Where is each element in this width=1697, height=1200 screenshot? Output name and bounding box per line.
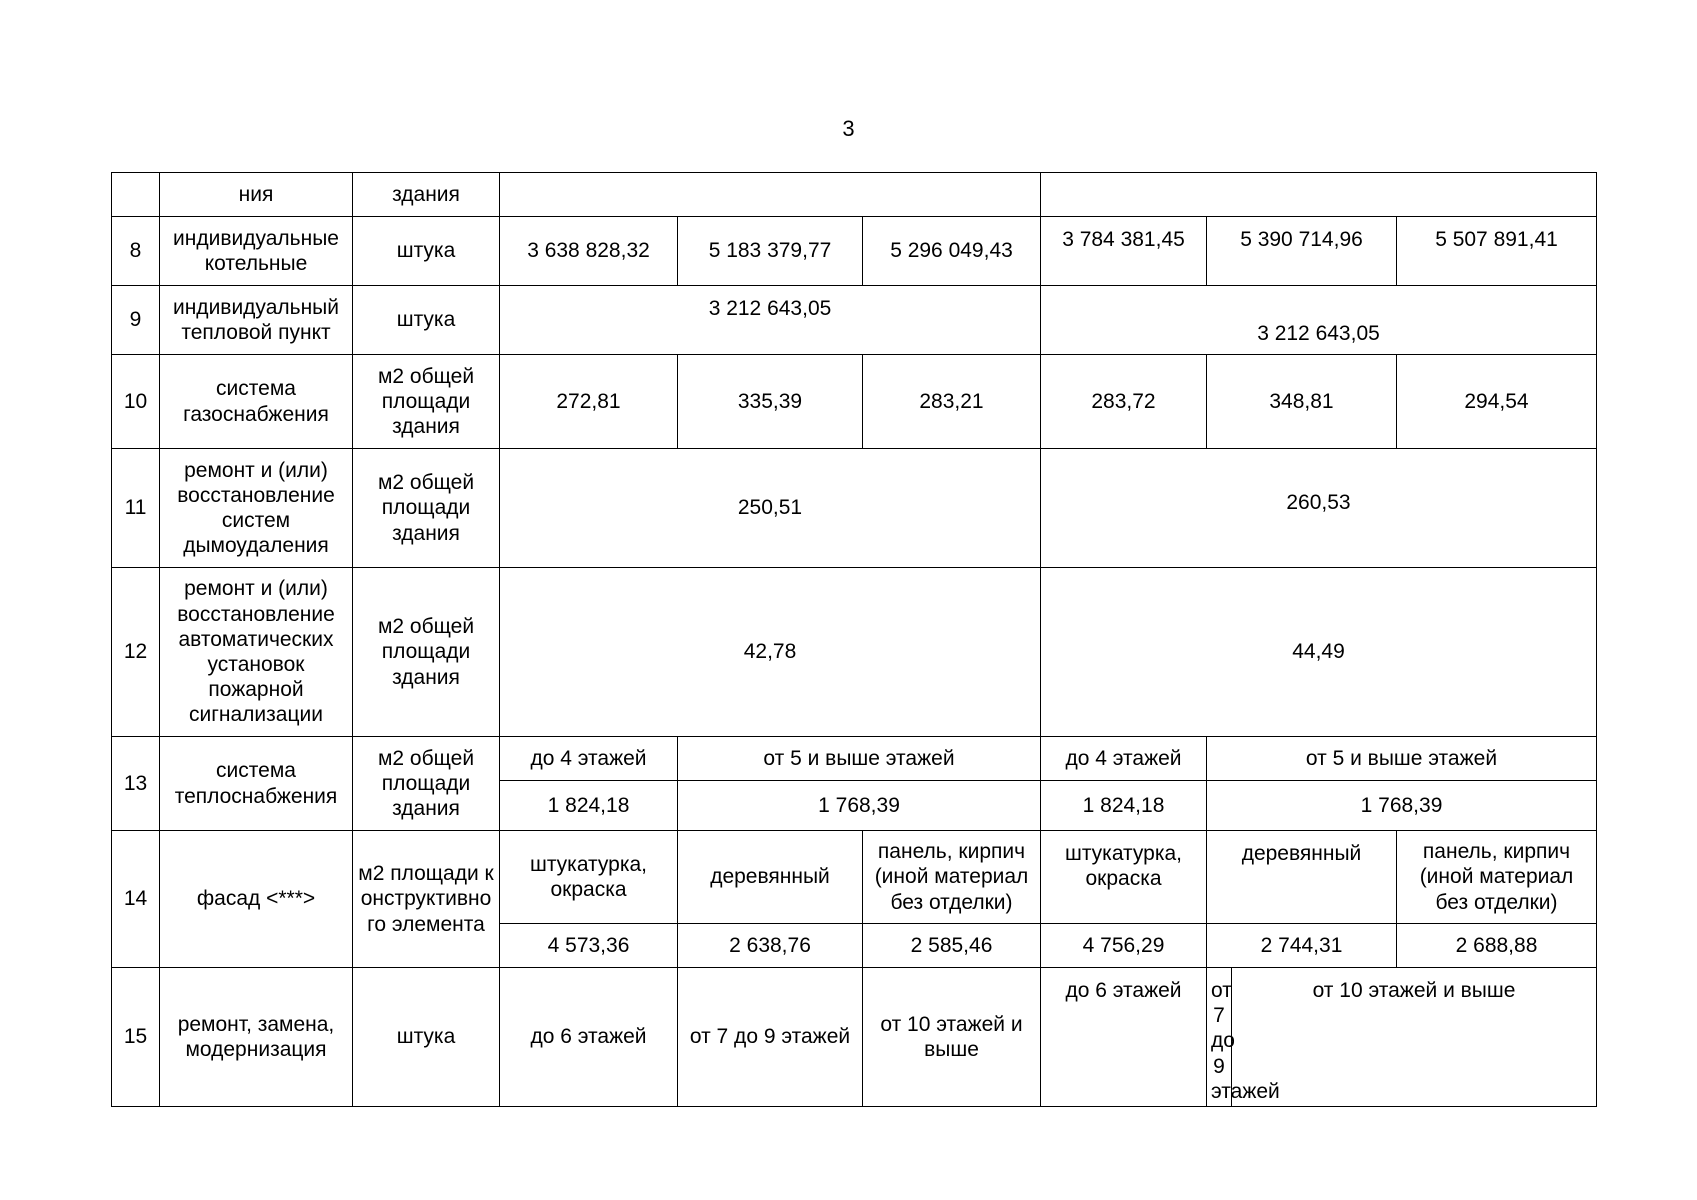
cell-value: до 6 этажей [1041,968,1207,1107]
cell-value: 4 573,36 [500,924,678,968]
cell-value: 2 744,31 [1207,924,1397,968]
cell-num: 11 [112,449,160,568]
cell-subheader: от 5 и выше этажей [1207,737,1597,781]
cell-name: индивидуальные котельные [160,217,353,286]
cell-subheader: штукатурка, окраска [500,831,678,924]
cell-unit: штука [353,286,500,355]
cell-name: ремонт и (или) восстановление систем дымоудаления [160,449,353,568]
cell-group-2 [1041,173,1597,217]
cell-num: 8 [112,217,160,286]
cell-value: от 10 этажей и выше [1232,968,1597,1107]
cell-value: 1 824,18 [1041,781,1207,831]
cell-group-1 [500,173,1041,217]
cell-subheader: панель, кирпич (иной материал без отделки) [1397,831,1597,924]
cell-value: 294,54 [1397,355,1597,449]
cell-subheader: деревянный [1207,831,1397,924]
cell-value: 335,39 [678,355,863,449]
cell-name: индивидуальный тепловой пункт [160,286,353,355]
table-row-13 [112,737,1597,781]
cell-num: 9 [112,286,160,355]
cell-value: до 6 этажей [500,968,678,1107]
table-row-15 [112,968,1597,1107]
cell-value: 272,81 [500,355,678,449]
cell-value: 283,72 [1041,355,1207,449]
cell-name: ремонт, замена, модернизация [160,968,353,1107]
cell-unit: штука [353,217,500,286]
cell-unit: м2 общей площади здания [353,449,500,568]
cell-value: 5 296 049,43 [863,217,1041,286]
cell-value: 3 784 381,45 [1041,217,1207,286]
table-row-11 [112,449,1597,568]
cell-name: система газоснабжения [160,355,353,449]
cell-value: от 10 этажей и выше [863,968,1041,1107]
table-row-12 [112,568,1597,737]
cell-subheader: деревянный [678,831,863,924]
cell-subheader: до 4 этажей [1041,737,1207,781]
cell-value: 44,49 [1041,568,1597,737]
cell-value: 250,51 [500,449,1041,568]
table-row-continuation [112,173,1597,217]
cell-value: 1 768,39 [1207,781,1597,831]
cell-value: 1 768,39 [678,781,1041,831]
cell-value: 42,78 [500,568,1041,737]
cell-name: система теплоснабжения [160,737,353,831]
cell-value: 283,21 [863,355,1041,449]
cell-value: 5 390 714,96 [1207,217,1397,286]
cell-value: 2 585,46 [863,924,1041,968]
cell-value: 3 638 828,32 [500,217,678,286]
cell-value: 348,81 [1207,355,1397,449]
cell-num: 13 [112,737,160,831]
cell-num [112,173,160,217]
table-row-8 [112,217,1597,286]
cell-unit: здания [353,173,500,217]
cell-value: 2 688,88 [1397,924,1597,968]
cell-num: 12 [112,568,160,737]
table-row-10 [112,355,1597,449]
cell-unit: м2 общей площади здания [353,737,500,831]
cell-name: ремонт и (или) восстановление автоматических установок пожарной сигнализации [160,568,353,737]
cell-subheader: до 4 этажей [500,737,678,781]
table-row-9 [112,286,1597,355]
cell-unit: штука [353,968,500,1107]
cell-value: 3 212 643,05 [500,286,1041,355]
cell-name: ния [160,173,353,217]
cell-subheader: панель, кирпич (иной материал без отделки) [863,831,1041,924]
cell-name: фасад <***> [160,831,353,968]
cell-value: 260,53 [1041,449,1597,568]
cell-unit: м2 площади конструктивного элемента [353,831,500,968]
cell-value: 1 824,18 [500,781,678,831]
cell-subheader: от 5 и выше этажей [678,737,1041,781]
table-row-14 [112,831,1597,924]
cell-value: 4 756,29 [1041,924,1207,968]
cell-value: 5 183 379,77 [678,217,863,286]
cell-num: 10 [112,355,160,449]
cell-num: 14 [112,831,160,968]
cost-table [111,172,1597,1107]
cell-value: от 7 до 9 этажей [1207,968,1232,1107]
page-number: 3 [842,116,855,141]
cell-value: 3 212 643,05 [1041,286,1597,355]
cell-unit: м2 общей площади здания [353,568,500,737]
cell-value: 5 507 891,41 [1397,217,1597,286]
cell-subheader: штукатурка, окраска [1041,831,1207,924]
cell-unit: м2 общей площади здания [353,355,500,449]
cell-num: 15 [112,968,160,1107]
cell-value: от 7 до 9 этажей [678,968,863,1107]
cell-value: 2 638,76 [678,924,863,968]
